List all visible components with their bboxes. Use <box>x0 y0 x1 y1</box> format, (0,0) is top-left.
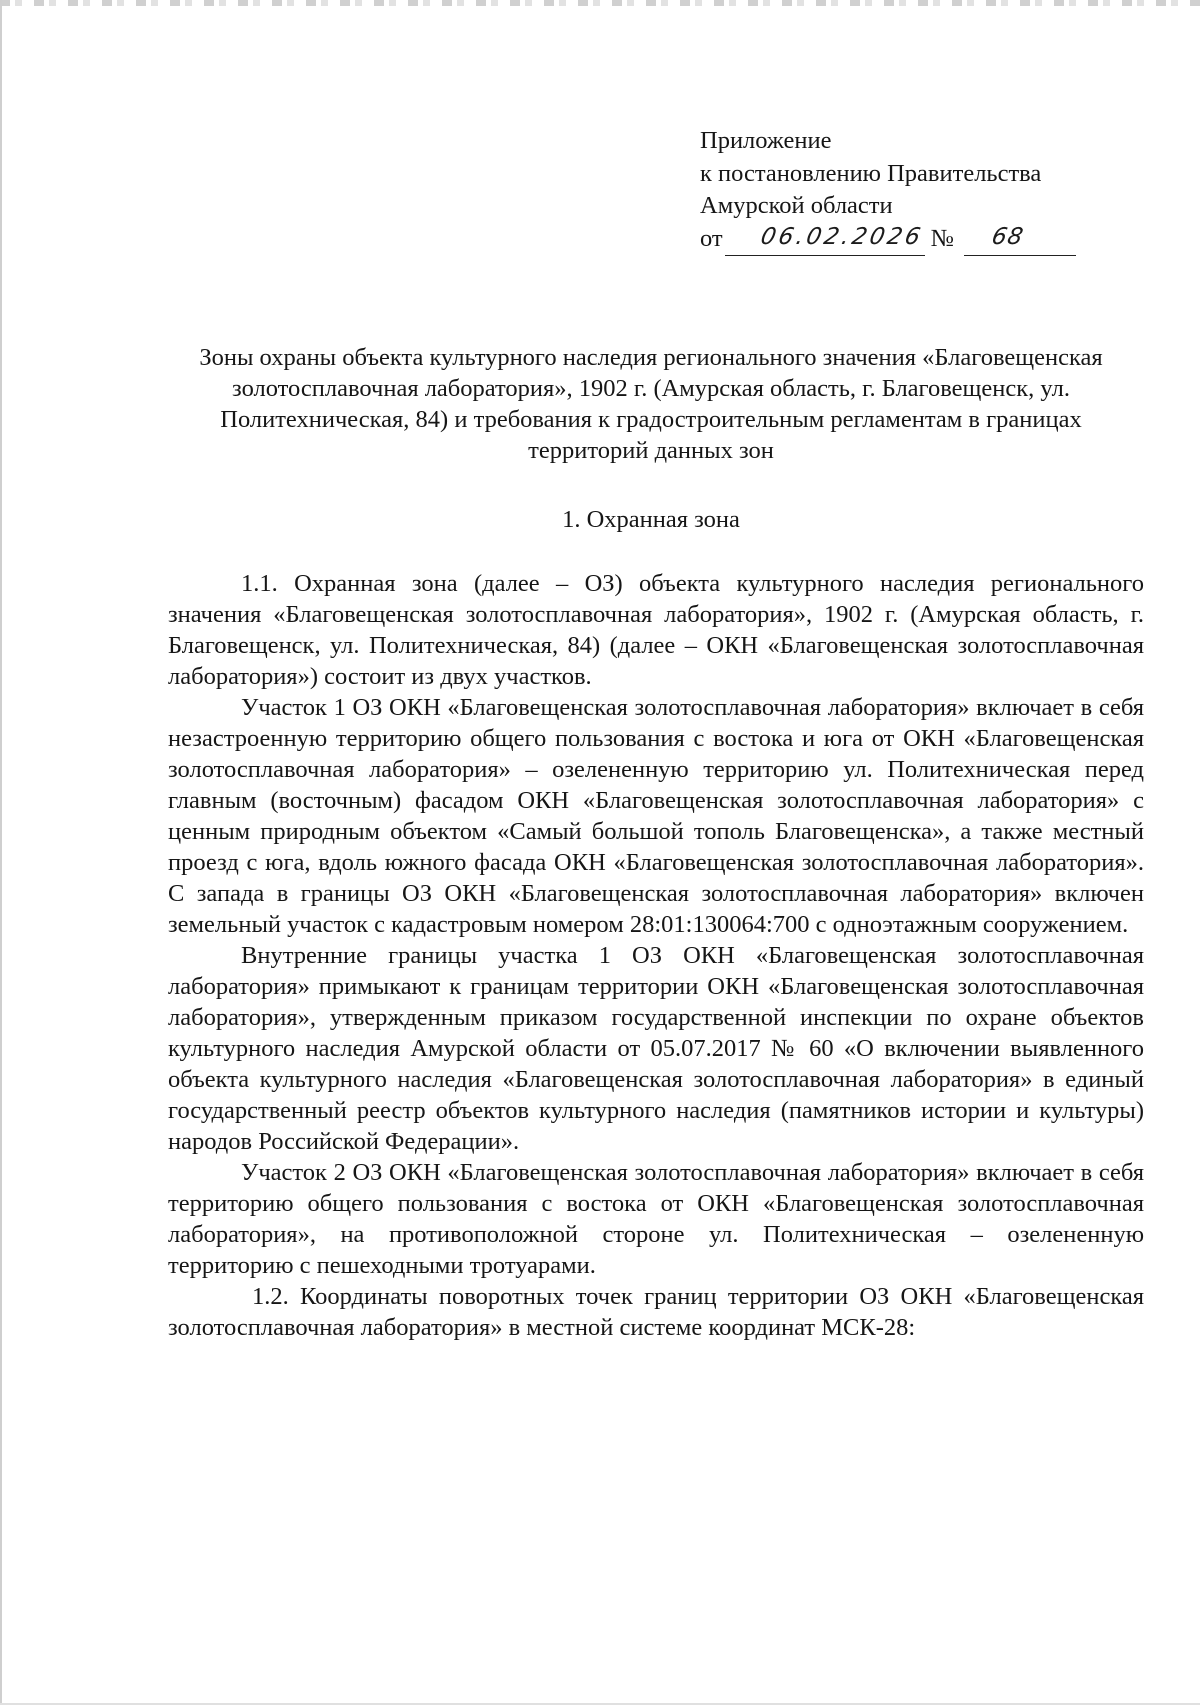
body-text <box>168 568 1144 1343</box>
attachment-block <box>700 125 1076 256</box>
document-title: Зоны охраны объекта культурного наследия регионального значения «Благовещенская золотосплавочная лаборатория», 1902 г. (Амурская область, г. Благовещенск, ул. Политехническая, 84) и требования к градостроительным регламентам в границах территорий данных зон <box>199 344 1103 464</box>
paragraph-plot-1: Участок 1 ОЗ ОКН «Благовещенская золотосплавочная лаборатория» включает в себя незастроенную территорию общего пользования с востока и юга от ОКН «Благовещенская золотосплавочная лаборатория» – озелененную территорию ул. Политехническая перед главным (восточным) фасадом ОКН «Благовещенская золотосплавочная лаборатория» с ценным природным объектом «Самый большой тополь Благовещенска», а также местный проезд с юга, вдоль южного фасада ОКН «Благовещенская золотосплавочная лаборатория». С запада в границы ОЗ ОКН «Благовещенская золотосплавочная лаборатория» включен земельный участок с кадастровым номером 28:01:130064:700 с одноэтажным сооружением. <box>168 694 1144 938</box>
attachment-line-3: Амурской области <box>700 192 893 219</box>
handwritten-number: 68 <box>989 223 1027 250</box>
section-heading: 1. Охранная зона <box>562 506 740 533</box>
scan-edge-top <box>0 0 1200 6</box>
attachment-line-1: Приложение <box>700 127 832 154</box>
date-prefix: от <box>700 224 723 252</box>
paragraph-inner-borders: Внутренние границы участка 1 ОЗ ОКН «Благовещенская золотосплавочная лаборатория» примыкают к границам территории ОКН «Благовещенская золотосплавочная лаборатория», утвержденным приказом государственной инспекции по охране объектов культурного наследия Амурской области от 05.07.2017 № 60 «О включении выявленного объекта культурного наследия «Благовещенская золотосплавочная лаборатория» в единый государственный реестр объектов культурного наследия (памятников истории и культуры) народов Российской Федерации». <box>168 942 1144 1155</box>
attachment-date-row <box>700 223 1076 257</box>
scan-edge-left <box>0 0 2 1705</box>
paragraph-1-1: 1.1. Охранная зона (далее – ОЗ) объекта культурного наследия регионального значения «Благовещенская золотосплавочная лаборатория», 1902 г. (Амурская область, г. Благовещенск, ул. Политехническая, 84) (далее – ОКН «Благовещенская золотосплавочная лаборатория») состоит из двух участков. <box>168 570 1144 690</box>
handwritten-date: 06.02.2026 <box>757 223 926 250</box>
number-sign: № <box>930 224 955 252</box>
date-field <box>725 223 925 257</box>
paragraph-plot-2: Участок 2 ОЗ ОКН «Благовещенская золотосплавочная лаборатория» включает в себя территорию общего пользования с востока от ОКН «Благовещенская золотосплавочная лаборатория», на противоположной стороне ул. Политехническая – озелененную территорию с пешеходными тротуарами. <box>168 1159 1144 1279</box>
attachment-line-2: к постановлению Правительства <box>700 159 1042 187</box>
paragraph-1-2: 1.2. Координаты поворотных точек границ территории ОЗ ОКН «Благовещенская золотосплавочная лаборатория» в местной системе координат МСК-28: <box>168 1283 1144 1341</box>
number-field <box>964 223 1076 257</box>
